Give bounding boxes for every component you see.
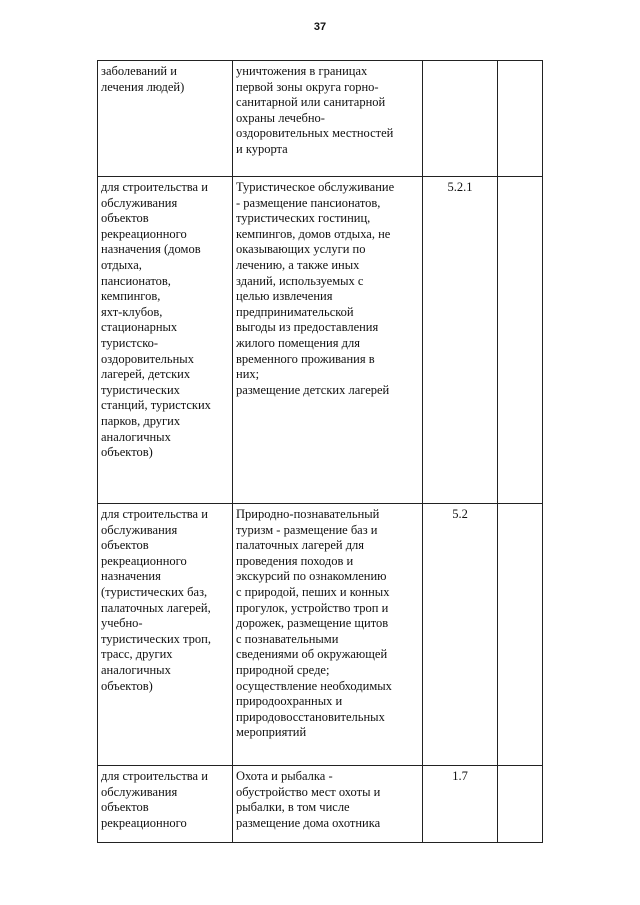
text-line: Туристическое обслуживание bbox=[236, 180, 395, 194]
text-line: Природно-познавательный bbox=[236, 507, 380, 521]
code-cell: 5.2.1 bbox=[423, 177, 498, 504]
text-line: трасс, других bbox=[101, 647, 173, 662]
text-line: санитарной или санитарной bbox=[236, 95, 386, 110]
purpose-cell bbox=[98, 504, 233, 766]
text-line: охраны лечебно- bbox=[236, 110, 325, 125]
land-use-table bbox=[97, 60, 543, 843]
text-line: обслуживания bbox=[101, 195, 178, 210]
text-line: заболеваний и bbox=[101, 64, 177, 78]
description-cell bbox=[233, 61, 423, 177]
code-cell: 5.2 bbox=[423, 504, 498, 766]
text-line: жилого помещения для bbox=[236, 335, 360, 350]
text-line: назначения (домов bbox=[101, 242, 201, 257]
text-line: объектов) bbox=[101, 678, 153, 693]
text-line: туристических гостиниц, bbox=[236, 211, 371, 226]
text-line: природной среде; bbox=[236, 662, 330, 677]
text-line: сведениями об окружающей bbox=[236, 647, 388, 662]
text-line: рекреационного bbox=[101, 553, 187, 568]
code-cell: 1.7 bbox=[423, 766, 498, 843]
text-line: кемпингов, домов отдыха, не bbox=[236, 226, 391, 241]
text-line: для строительства и bbox=[101, 769, 208, 783]
text-line: лечения людей) bbox=[101, 79, 185, 94]
text-line: аналогичных bbox=[101, 662, 171, 677]
text-line: временного проживания в bbox=[236, 351, 375, 366]
text-line: палаточных лагерей для bbox=[236, 538, 365, 553]
text-line: оздоровительных bbox=[101, 351, 194, 366]
text-line: выгоды из предоставления bbox=[236, 320, 379, 335]
text-line: обустройство мест охоты и bbox=[236, 784, 381, 799]
text-line: природовосстановительных bbox=[236, 709, 385, 724]
text-line: с познавательными bbox=[236, 631, 339, 646]
text-line: природоохранных и bbox=[236, 694, 343, 709]
text-line: отдыха, bbox=[101, 257, 142, 272]
text-line: предпринимательской bbox=[236, 304, 354, 319]
text-line: лагерей, детских bbox=[101, 367, 191, 382]
text-line: осуществление необходимых bbox=[236, 678, 392, 693]
description-cell bbox=[233, 504, 423, 766]
text-line: рекреационного bbox=[101, 815, 187, 830]
text-line: мероприятий bbox=[236, 725, 307, 740]
table-row bbox=[98, 61, 543, 177]
text-line: зданий, используемых с bbox=[236, 273, 364, 288]
table-row bbox=[98, 504, 543, 766]
extra-cell bbox=[498, 177, 543, 504]
table-row bbox=[98, 766, 543, 843]
text-line: рекреационного bbox=[101, 226, 187, 241]
text-line: - размещение пансионатов, bbox=[236, 195, 381, 210]
text-line: стационарных bbox=[101, 320, 178, 335]
text-line: для строительства и bbox=[101, 507, 208, 521]
text-line: туризм - размещение баз и bbox=[236, 522, 378, 537]
text-line: лечению, а также иных bbox=[236, 257, 360, 272]
text-line: первой зоны округа горно- bbox=[236, 79, 379, 94]
text-line: рыбалки, в том числе bbox=[236, 800, 350, 815]
text-line: объектов) bbox=[101, 445, 153, 460]
table-row bbox=[98, 177, 543, 504]
extra-cell bbox=[498, 504, 543, 766]
text-line: объектов bbox=[101, 800, 149, 815]
text-line: обслуживания bbox=[101, 784, 178, 799]
text-line: яхт-клубов, bbox=[101, 304, 163, 319]
text-line: размещение дома охотника bbox=[236, 815, 381, 830]
text-line: экскурсий по ознакомлению bbox=[236, 569, 387, 584]
text-line: туристических троп, bbox=[101, 631, 211, 646]
text-line: с природой, пеших и конных bbox=[236, 584, 390, 599]
text-line: для строительства и bbox=[101, 180, 208, 194]
text-line: (туристических баз, bbox=[101, 584, 208, 599]
purpose-cell bbox=[98, 61, 233, 177]
extra-cell bbox=[498, 766, 543, 843]
text-line: пансионатов, bbox=[101, 273, 171, 288]
text-line: оказывающих услуги по bbox=[236, 242, 366, 257]
text-line: размещение детских лагерей bbox=[236, 382, 390, 397]
text-line: Охота и рыбалка - bbox=[236, 769, 333, 783]
text-line: проведения походов и bbox=[236, 553, 354, 568]
text-line: прогулок, устройство троп и bbox=[236, 600, 389, 615]
text-line: целью извлечения bbox=[236, 289, 333, 304]
text-line: туристско- bbox=[101, 335, 159, 350]
description-cell bbox=[233, 177, 423, 504]
text-line: обслуживания bbox=[101, 522, 178, 537]
text-line: назначения bbox=[101, 569, 161, 584]
text-line: оздоровительных местностей bbox=[236, 126, 394, 141]
code-cell bbox=[423, 61, 498, 177]
page-number: 37 bbox=[313, 21, 327, 33]
text-line: учебно- bbox=[101, 616, 143, 631]
text-line: уничтожения в границах bbox=[236, 64, 368, 78]
text-line: туристических bbox=[101, 382, 180, 397]
purpose-cell bbox=[98, 766, 233, 843]
description-cell bbox=[233, 766, 423, 843]
text-line: аналогичных bbox=[101, 429, 171, 444]
text-line: них; bbox=[236, 367, 260, 382]
text-line: станций, туристских bbox=[101, 398, 211, 413]
text-line: парков, других bbox=[101, 413, 181, 428]
text-line: объектов bbox=[101, 538, 149, 553]
text-line: дорожек, размещение щитов bbox=[236, 616, 389, 631]
text-line: палаточных лагерей, bbox=[101, 600, 211, 615]
purpose-cell bbox=[98, 177, 233, 504]
text-line: и курорта bbox=[236, 141, 288, 156]
text-line: кемпингов, bbox=[101, 289, 161, 304]
extra-cell bbox=[498, 61, 543, 177]
text-line: объектов bbox=[101, 211, 149, 226]
